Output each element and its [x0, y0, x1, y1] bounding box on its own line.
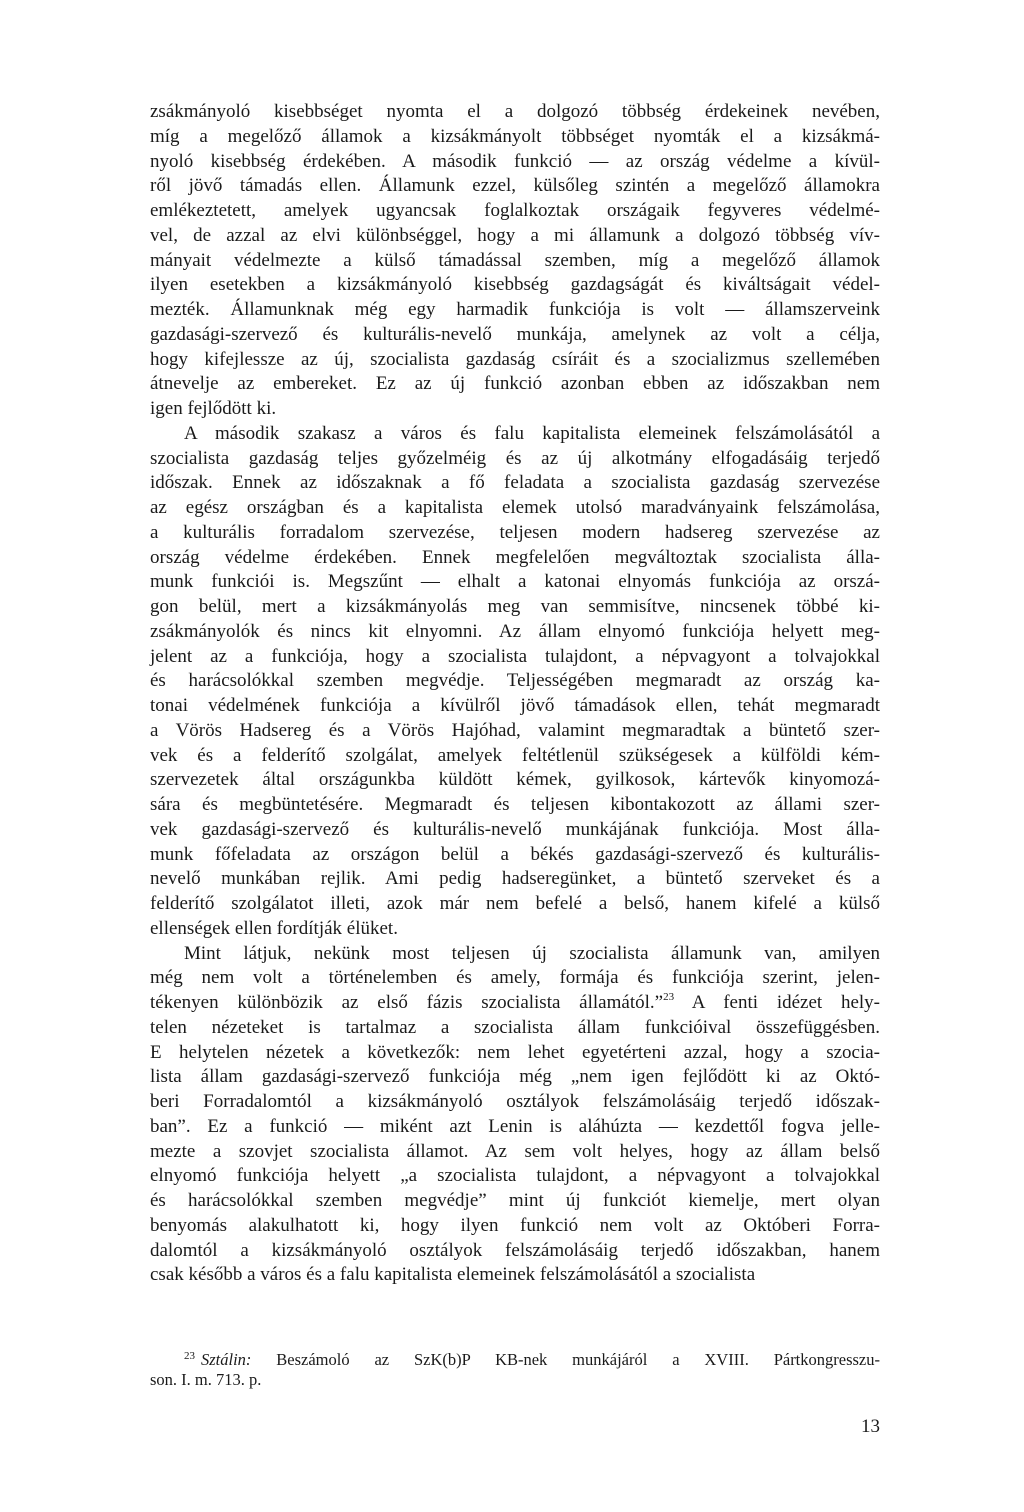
- text-line: munk főfeladata az országon belül a békés gazdasági-szervező és kulturális-: [150, 843, 880, 865]
- text-line: ről jövő támadás ellen. Államunk ezzel, külsőleg szintén a megelőző államokra: [150, 175, 880, 197]
- text-line: nevelő munkában rejlik. Ami pedig hadseregünket, a büntető szerveket és a: [150, 868, 880, 890]
- text-line: [150, 991, 880, 1016]
- page-number: 13: [861, 1416, 880, 1437]
- text-line: vek és a felderítő szolgálat, amelyek feltétlenül szükségesek a külföldi kém-: [150, 744, 880, 766]
- text-line: vek gazdasági-szervező és kulturális-nevelő munkájának funkciója. Most álla-: [150, 818, 880, 840]
- footnote-reference: 23: [663, 991, 675, 1003]
- text-line: gon belül, mert a kizsákmányolás meg van semmisítve, nincsenek többé ki-: [150, 596, 880, 617]
- text-line: csak később a város és a falu kapitalista elemeinek felszámolásától a szocialista: [150, 1264, 756, 1286]
- text-line: hogy kifejlessze az új, szocialista gazdaság csíráit és a szocializmus szellemében: [150, 348, 880, 370]
- text-line: ban”. Ez a funkció — miként azt Lenin is aláhúzta — kezdettől fogva jelle-: [150, 1115, 880, 1137]
- text-line: időszak. Ennek az időszaknak a fő feladata a szocialista gazdaság szervezése: [150, 472, 880, 494]
- footnote-line-1: [150, 1344, 880, 1368]
- text-line: emlékeztetett, amelyek ugyancsak foglalkoztak országaik fegyveres védelmé-: [150, 200, 880, 221]
- text-line: ellenségek ellen fordítják élüket.: [150, 917, 398, 939]
- text-line: A második szakasz a város és falu kapitalista elemeinek felszámolásától a: [184, 422, 880, 444]
- text-line: felderítő szolgálatot illeti, azok már nem befelé a belső, hanem kifelé a külső: [150, 893, 880, 914]
- text-line: nyoló kisebbség érdekében. A második funkció — az ország védelme a kívül-: [150, 150, 880, 172]
- text-line: még nem volt a történelemben és amely, formája és funkciója szerint, jelen-: [150, 967, 880, 989]
- text-line: míg a megelőző államok a kizsákmányolt többséget nyomták el a kizsákmá-: [150, 125, 880, 147]
- text-line: átnevelje az embereket. Ez az új funkció azonban ebben az időszakban nem: [150, 373, 880, 395]
- text-line: beri Forradalomtól a kizsákmányoló osztályok felszámolásáig terjedő időszak-: [150, 1091, 880, 1112]
- text-line: lista állam gazdasági-szervező funkciója még „nem igen fejlődött ki az Októ-: [150, 1066, 880, 1088]
- text-line: igen fejlődött ki.: [150, 398, 277, 419]
- text-line: a kulturális forradalom szervezése, teljesen modern hadsereg szervezése az: [150, 521, 880, 543]
- footnote-author: Sztálin:: [201, 1350, 252, 1369]
- text-line: telen nézeteket is tartalmaz a szocialista állam funkcióival összefüggésben.: [150, 1016, 880, 1038]
- text-line: gazdasági-szervező és kulturális-nevelő munkája, amelynek az volt a célja,: [150, 323, 880, 345]
- text-segment: A fenti idézet hely-: [674, 992, 880, 1013]
- text-line: mezte a szovjet szocialista államot. Az sem volt helyes, hogy az állam belső: [150, 1140, 880, 1162]
- text-line: a Vörös Hadsereg és a Vörös Hajóhad, valamint megmaradtak a büntető szer-: [150, 719, 880, 741]
- text-line: mezték. Államunknak még egy harmadik funkciója is volt — államszerveink: [150, 299, 880, 320]
- text-line: benyomás alakulhatott ki, hogy ilyen funkció nem volt az Októberi Forra-: [150, 1214, 880, 1236]
- text-line: szervezetek által országunkba küldött kémek, gyilkosok, kártevők kinyomozá-: [150, 769, 880, 791]
- text-line: zsákmányolók és nincs kit elnyomni. Az állam elnyomó funkciója helyett meg-: [150, 620, 880, 642]
- text-line: sára és megbüntetésére. Megmaradt és teljesen kibontakozott az állami szer-: [150, 794, 880, 815]
- text-line: ország védelme érdekében. Ennek megfelelően megváltoztak szocialista álla-: [150, 546, 880, 568]
- footnote: [150, 1344, 880, 1392]
- footnote-line-2: son. I. m. 713. p.: [150, 1370, 262, 1389]
- text-line: munk funkciói is. Megszűnt — elhalt a katonai elnyomás funkciója az orszá-: [150, 571, 880, 593]
- footnote-mark: 23: [184, 1350, 195, 1362]
- text-line: elnyomó funkciója helyett „a szocialista tulajdont, a népvagyont a tolvajokkal: [150, 1165, 880, 1187]
- text-line: mányait védelmezte a külső támadással szemben, míg a megelőző államok: [150, 249, 880, 271]
- text-line: ilyen esetekben a kizsákmányoló kisebbség gazdagságát és kiváltságait védel-: [150, 274, 880, 296]
- text-line: és harácsolókkal szemben megvédje” mint új funkciót kiemelje, mert olyan: [150, 1190, 880, 1211]
- text-line: és harácsolókkal szemben megvédje. Teljességében megmaradt az ország ka-: [150, 670, 880, 692]
- text-line: tonai védelmének funkciója a kívülről jövő támadások ellen, tehát megmaradt: [150, 695, 880, 716]
- text-line: vel, de azzal az elvi különbséggel, hogy a mi államunk a dolgozó többség vív-: [150, 224, 880, 246]
- text-line: jelent az a funkciója, hogy a szocialista tulajdont, a népvagyont a tolvajokkal: [150, 645, 880, 667]
- footnote-text-1: Beszámoló az SzK(b)P KB-nek munkájáról a XVIII. Pártkongresszu-: [251, 1350, 880, 1369]
- text-line: Mint látjuk, nekünk most teljesen új szocialista államunk van, amilyen: [184, 942, 880, 964]
- text-line: az egész országban és a kapitalista elemek utolsó maradványaink felszámolása,: [150, 497, 880, 518]
- text-line: dalomtól a kizsákmányoló osztályok felszámolásáig terjedő időszakban, hanem: [150, 1239, 880, 1261]
- body-text: [150, 100, 880, 1288]
- text-line: szocialista gazdaság teljes győzelméig és az új alkotmány elfogadásáig terjedő: [150, 447, 880, 469]
- text-segment: tékenyen különbözik az első fázis szocialista államától.”: [150, 992, 664, 1013]
- text-line: E helytelen nézetek a következők: nem lehet egyetérteni azzal, hogy a szocia-: [150, 1041, 880, 1063]
- text-line: zsákmányoló kisebbséget nyomta el a dolgozó többség érdekeinek nevében,: [150, 101, 880, 122]
